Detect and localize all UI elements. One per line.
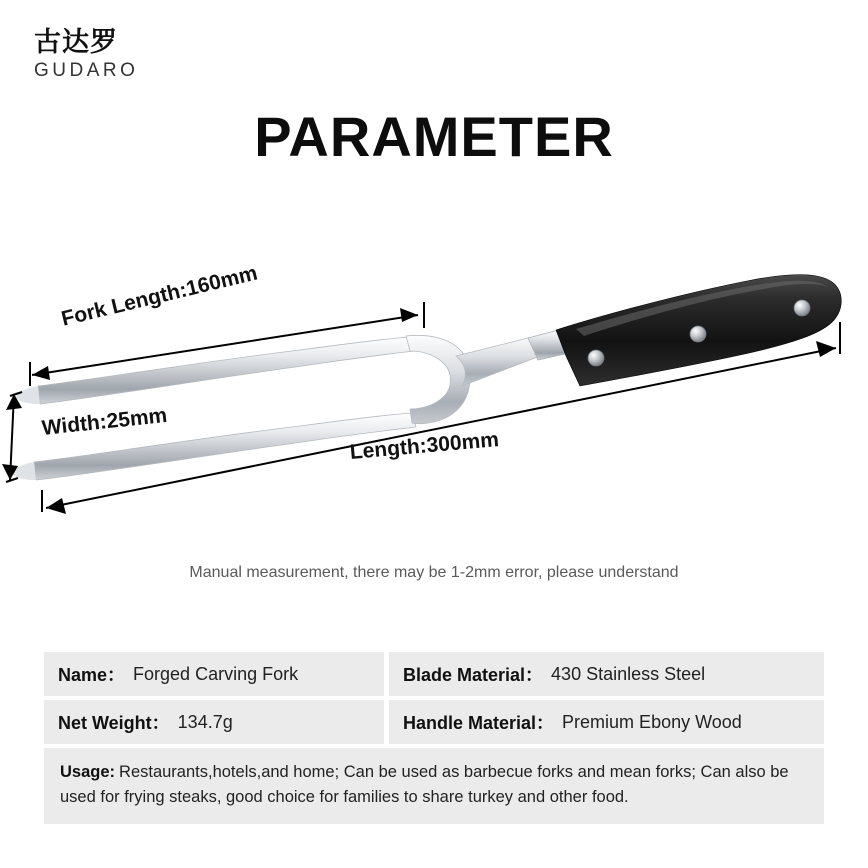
fork-neck xyxy=(456,336,540,386)
spec-table xyxy=(44,652,824,824)
spec-key-name: Name： xyxy=(58,665,126,685)
spec-value-net-weight: 134.7g xyxy=(177,711,233,732)
brand-name-cn: 古达罗 xyxy=(34,27,118,58)
fork-tine-upper xyxy=(38,337,414,404)
spec-value-handle-material: Premium Ebony Wood xyxy=(562,711,742,732)
dimension-label-length: Length:300mm xyxy=(348,428,500,464)
spec-cell-usage xyxy=(44,748,824,824)
page-title: PARAMETER xyxy=(254,105,614,168)
spec-cell-net-weight xyxy=(44,700,384,744)
handle-rivet-1 xyxy=(588,350,604,366)
dimension-label-width: Width:25mm xyxy=(40,403,169,440)
brand-logo xyxy=(34,28,254,82)
table-row xyxy=(44,700,824,744)
spec-key-net-weight: Net Weight： xyxy=(58,713,170,733)
fork-yoke xyxy=(406,335,470,423)
spec-key-blade-material: Blade Material： xyxy=(403,665,544,685)
spec-cell-blade-material xyxy=(389,652,824,696)
brand-name-en: GUDARO xyxy=(34,59,139,81)
tine-tip-upper xyxy=(16,386,40,404)
spec-value-usage: Restaurants,hotels,and home; Can be used as barbecue forks and mean forks; Can also be used for frying steaks, good choice for families to share turkey and other food. xyxy=(60,763,789,806)
dimension-label-fork-length: Fork Length:160mm xyxy=(59,261,260,331)
handle-rivet-2 xyxy=(690,326,706,342)
ext-line-width-bottom xyxy=(6,478,18,482)
table-row xyxy=(44,652,824,696)
spec-cell-name xyxy=(44,652,384,696)
spec-key-usage: Usage: xyxy=(60,763,116,781)
carving-fork-illustration xyxy=(0,190,868,550)
spec-cell-handle-material xyxy=(389,700,824,744)
spec-key-handle-material: Handle Material： xyxy=(403,713,555,733)
tine-tip-lower xyxy=(12,462,36,480)
spec-value-blade-material: 430 Stainless Steel xyxy=(551,663,706,684)
handle-rivet-3 xyxy=(794,300,810,316)
measurement-note: Manual measurement, there may be 1-2mm error, please understand xyxy=(189,564,679,581)
spec-value-name: Forged Carving Fork xyxy=(133,663,299,684)
product-diagram xyxy=(0,190,868,550)
